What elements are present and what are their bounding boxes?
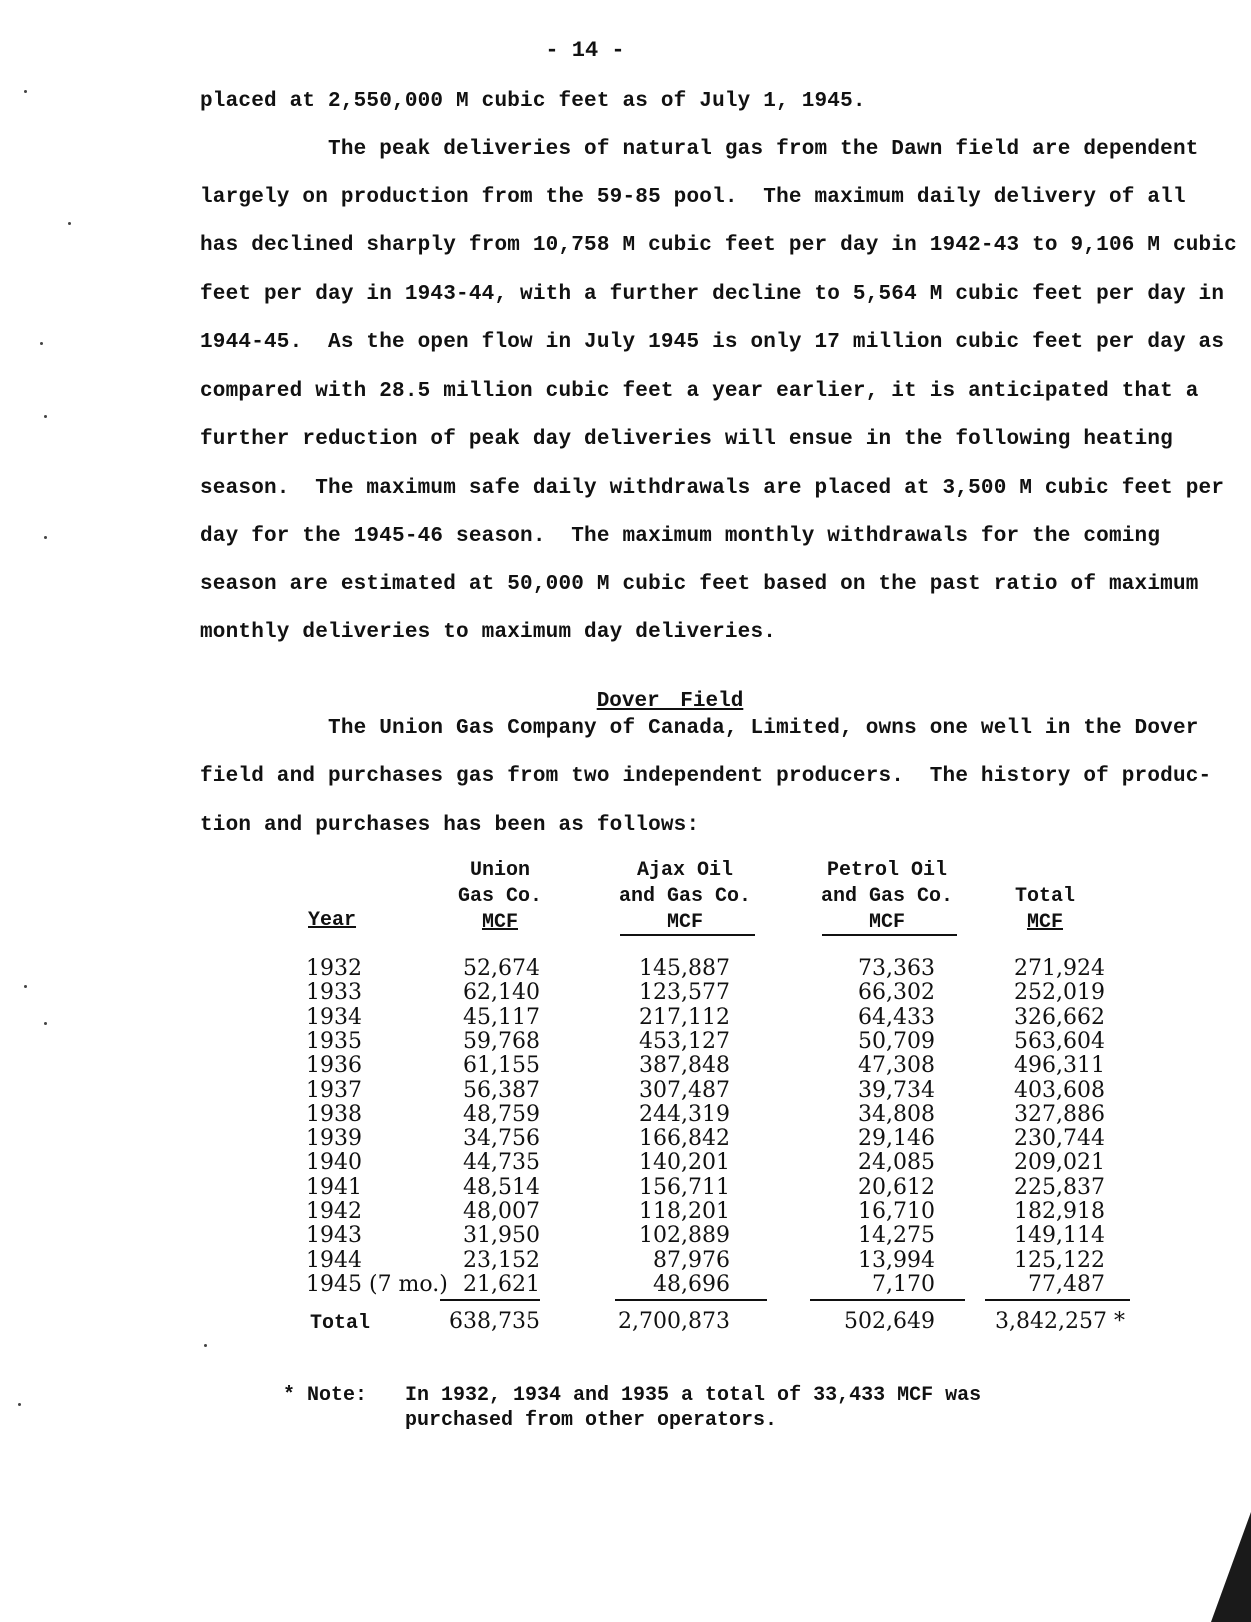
scan-speck: [44, 415, 47, 418]
cell-ajax: 140,201: [639, 1150, 730, 1176]
cell-petrol: 73,363: [858, 956, 935, 981]
paragraph-line: season. The maximum safe daily withdrawals are placed at 3,500 M cubic feet per: [200, 477, 1225, 500]
header-rule-petrol: [822, 934, 957, 936]
paragraph-line: The peak deliveries of natural gas from the Dawn field are dependent: [200, 138, 1199, 161]
cell-year: 1938: [306, 1101, 362, 1127]
cell-petrol: 64,433: [858, 1004, 935, 1030]
paragraph-line: field and purchases gas from two independent producers. The history of produc-: [200, 765, 1212, 788]
cell-year: 1936: [306, 1053, 362, 1079]
header-total: Total MCF: [1014, 885, 1075, 934]
cell-petrol: 14,275: [858, 1223, 935, 1249]
cell-union: 23,152: [463, 1247, 540, 1273]
scan-speck: [24, 985, 27, 988]
cell-ajax: 48,696: [653, 1271, 730, 1297]
total-petrol: 502,649: [844, 1309, 935, 1334]
cell-ajax: 166,842: [639, 1126, 730, 1152]
total-label: Total: [310, 1312, 371, 1335]
cell-union: 62,140: [463, 980, 540, 1006]
cell-total: 563,604: [1014, 1028, 1105, 1054]
cell-year: 1945 (7 mo.): [306, 1271, 448, 1297]
cell-union: 52,674: [463, 956, 540, 981]
scan-speck: [44, 536, 47, 539]
total-rule-ajax: [615, 1299, 767, 1301]
paragraph-line: day for the 1945-46 season. The maximum monthly withdrawals for the coming: [200, 525, 1161, 548]
cell-year: 1933: [306, 980, 362, 1006]
cell-union: 45,117: [463, 1004, 540, 1030]
cell-union: 34,756: [463, 1126, 540, 1152]
cell-union: 31,950: [463, 1223, 540, 1249]
cell-ajax: 307,487: [639, 1077, 730, 1103]
total-ajax: 2,700,873: [618, 1309, 730, 1334]
total-rule-petrol: [810, 1299, 965, 1301]
cell-ajax: 87,976: [653, 1247, 730, 1273]
cell-union: 44,735: [463, 1150, 540, 1176]
note-line: purchased from other operators.: [405, 1409, 778, 1432]
cell-ajax: 244,319: [639, 1101, 730, 1127]
paragraph-line: 1944-45. As the open flow in July 1945 is only 17 million cubic feet per day as: [200, 331, 1225, 354]
header-union: Union Gas Co. MCF: [457, 859, 542, 934]
scan-speck: [18, 1403, 21, 1406]
paragraph-line: monthly deliveries to maximum day deliveries.: [200, 621, 777, 644]
cell-year: 1932: [306, 956, 362, 981]
paragraph-line: compared with 28.5 million cubic feet a year earlier, it is anticipated that a: [200, 380, 1199, 403]
cell-total: 125,122: [1014, 1247, 1105, 1273]
paragraph-line: has declined sharply from 10,758 M cubic feet per day in 1942-43 to 9,106 M cubic: [200, 234, 1237, 257]
cell-ajax: 118,201: [639, 1199, 730, 1224]
page-corner-shadow: [1211, 1512, 1251, 1622]
cell-union: 48,007: [463, 1199, 540, 1224]
scan-speck: [24, 90, 27, 93]
cell-union: 48,759: [463, 1101, 540, 1127]
scan-speck: [40, 342, 43, 345]
cell-year: 1934: [306, 1004, 362, 1030]
cell-ajax: 145,887: [639, 956, 730, 981]
note-label: * Note:: [283, 1384, 368, 1407]
cell-petrol: 16,710: [858, 1199, 935, 1224]
total-union: 638,735: [449, 1309, 540, 1334]
scan-speck: [68, 222, 71, 225]
cell-ajax: 156,711: [639, 1174, 730, 1200]
header-petrol: Petrol Oil and Gas Co. MCF: [820, 859, 954, 934]
cell-year: 1937: [306, 1077, 362, 1103]
cell-total: 149,114: [1014, 1223, 1105, 1249]
header-rule-ajax: [620, 934, 755, 936]
cell-total: 496,311: [1014, 1053, 1105, 1079]
cell-petrol: 20,612: [858, 1174, 935, 1200]
paragraph-line: tion and purchases has been as follows:: [200, 814, 700, 837]
cell-ajax: 217,112: [639, 1004, 730, 1030]
cell-union: 61,155: [463, 1053, 540, 1079]
cell-petrol: 50,709: [858, 1028, 935, 1054]
cell-union: 48,514: [463, 1174, 540, 1200]
cell-year: 1940: [306, 1150, 362, 1176]
cell-year: 1943: [306, 1223, 362, 1249]
paragraph-line: feet per day in 1943-44, with a further decline to 5,564 M cubic feet per day in: [200, 283, 1225, 306]
cell-petrol: 13,994: [858, 1247, 935, 1273]
cell-union: 56,387: [463, 1077, 540, 1103]
note-line: In 1932, 1934 and 1935 a total of 33,433 MCF was: [405, 1384, 982, 1407]
cell-ajax: 102,889: [639, 1223, 730, 1249]
cell-petrol: 24,085: [858, 1150, 935, 1176]
cell-total: 209,021: [1014, 1150, 1105, 1176]
paragraph-line: further reduction of peak day deliveries will ensue in the following heating: [200, 428, 1173, 451]
paragraph-line: The Union Gas Company of Canada, Limited, owns one well in the Dover: [200, 717, 1199, 740]
scan-speck: [204, 1344, 207, 1347]
cell-total: 230,744: [1014, 1126, 1105, 1152]
cell-petrol: 7,170: [872, 1271, 935, 1297]
cell-ajax: 123,577: [639, 980, 730, 1006]
cell-total: 326,662: [1014, 1004, 1105, 1030]
cell-year: 1942: [306, 1199, 362, 1224]
header-year: Year: [308, 909, 357, 932]
cell-petrol: 66,302: [858, 980, 935, 1006]
cell-total: 225,837: [1014, 1174, 1105, 1200]
header-ajax: Ajax Oil and Gas Co. MCF: [618, 859, 752, 934]
section-heading: Dover Field: [596, 690, 744, 713]
cell-year: 1939: [306, 1126, 362, 1152]
paragraph-line: season are estimated at 50,000 M cubic feet based on the past ratio of maximum: [200, 573, 1199, 596]
cell-petrol: 29,146: [858, 1126, 935, 1152]
total-rule-union: [440, 1299, 540, 1301]
cell-year: 1941: [306, 1174, 362, 1200]
cell-union: 21,621: [463, 1271, 540, 1297]
cell-ajax: 453,127: [639, 1028, 730, 1054]
cell-total: 252,019: [1014, 980, 1105, 1006]
paragraph-line: largely on production from the 59-85 pool. The maximum daily delivery of all: [200, 186, 1186, 209]
scan-speck: [44, 1022, 47, 1025]
cell-total: 182,918: [1014, 1199, 1105, 1224]
total-total: 3,842,257 *: [995, 1309, 1125, 1334]
total-rule-total: [985, 1299, 1130, 1301]
page-number: - 14 -: [545, 38, 625, 63]
cell-petrol: 39,734: [858, 1077, 935, 1103]
cell-total: 271,924: [1014, 956, 1105, 981]
cell-total: 403,608: [1014, 1077, 1105, 1103]
cell-union: 59,768: [463, 1028, 540, 1054]
cell-year: 1944: [306, 1247, 362, 1273]
cell-ajax: 387,848: [639, 1053, 730, 1079]
cell-petrol: 34,808: [858, 1101, 935, 1127]
paragraph-line: placed at 2,550,000 M cubic feet as of July 1, 1945.: [200, 90, 866, 113]
cell-total: 327,886: [1014, 1101, 1105, 1127]
cell-total: 77,487: [1028, 1271, 1105, 1297]
cell-petrol: 47,308: [858, 1053, 935, 1079]
cell-year: 1935: [306, 1028, 362, 1054]
